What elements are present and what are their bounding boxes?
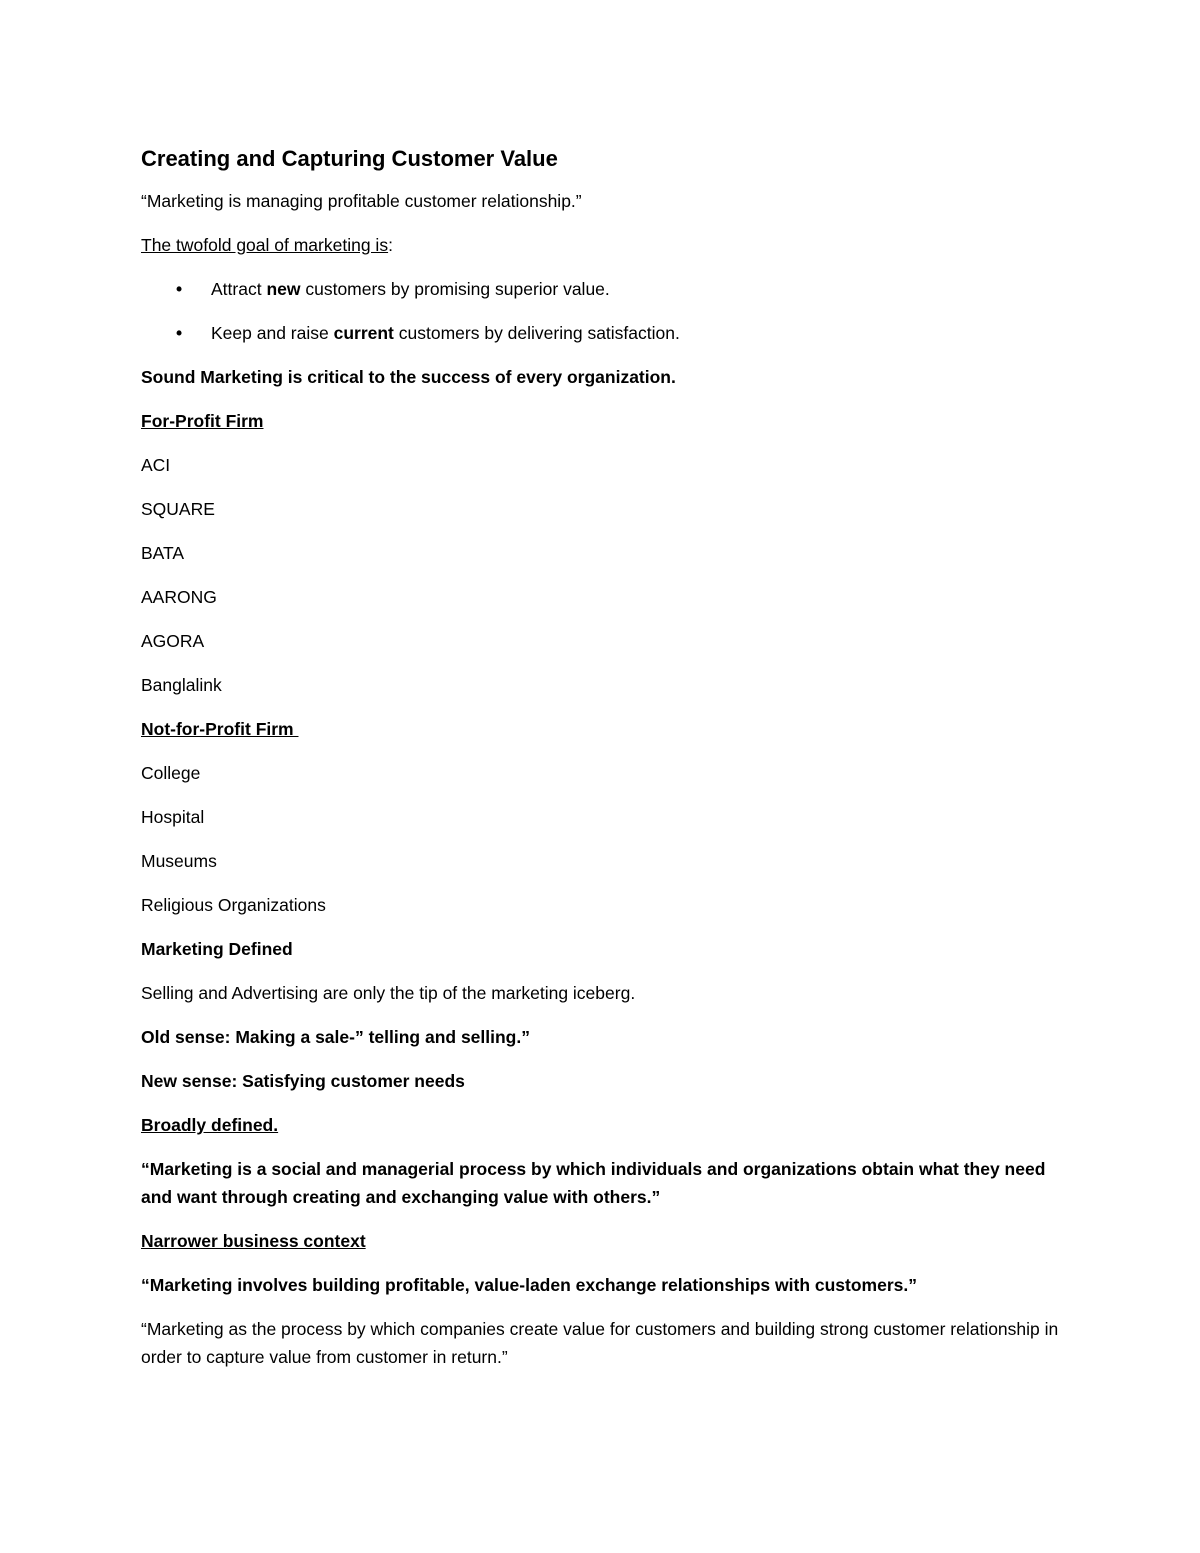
bullet-text-post: customers by delivering satisfaction. [393, 323, 680, 343]
bullet-text-pre: Attract [211, 279, 267, 299]
selling-advertising-text: Selling and Advertising are only the tip of the marketing iceberg. [141, 983, 636, 1003]
broadly-defined-heading: Broadly defined. [141, 1115, 279, 1135]
for-profit-item: SQUARE [141, 499, 215, 519]
not-for-profit-item: Religious Organizations [141, 895, 326, 915]
twofold-goal-heading [141, 231, 1071, 259]
for-profit-item: Banglalink [141, 675, 222, 695]
twofold-goal-colon: : [388, 235, 393, 255]
for-profit-item: BATA [141, 543, 185, 563]
marketing-defined-heading: Marketing Defined [141, 939, 293, 959]
bullet-text-pre: Keep and raise [211, 323, 334, 343]
not-for-profit-item: Hospital [141, 807, 205, 827]
broad-definition-text: “Marketing is a social and managerial process by which individuals and organizations obtain what they need and want through creating and exchanging value with others.” [141, 1159, 1046, 1207]
bullet-text-bold: current [333, 323, 394, 343]
list-item [141, 275, 1071, 303]
bullet-text-bold: new [266, 279, 301, 299]
list-item [141, 319, 1071, 347]
process-definition-text: “Marketing as the process by which companies create value for customers and building strong customer relationship in order to capture value from customer in return.” [141, 1319, 1059, 1367]
old-sense-text: Old sense: Making a sale-” telling and selling.” [141, 1027, 530, 1047]
for-profit-item: ACI [141, 455, 171, 475]
not-for-profit-item: Museums [141, 851, 217, 871]
twofold-goal-list [141, 275, 1071, 347]
for-profit-heading: For-Profit Firm [141, 411, 264, 431]
bullet-icon: • [176, 279, 183, 299]
bullet-icon: • [176, 323, 183, 343]
narrower-definition-text: “Marketing involves building profitable, value-laden exchange relationships with customers.” [141, 1275, 917, 1295]
new-sense-text: New sense: Satisfying customer needs [141, 1071, 465, 1091]
for-profit-item: AGORA [141, 631, 205, 651]
bullet-text-post: customers by promising superior value. [300, 279, 610, 299]
narrower-context-heading: Narrower business context [141, 1231, 366, 1251]
sound-marketing-statement: Sound Marketing is critical to the success of every organization. [141, 367, 676, 387]
not-for-profit-item: College [141, 763, 201, 783]
twofold-goal-heading-text: The twofold goal of marketing is [141, 235, 389, 255]
for-profit-item: AARONG [141, 587, 217, 607]
quote-intro: “Marketing is managing profitable customer relationship.” [141, 191, 582, 211]
document-title: Creating and Capturing Customer Value [141, 146, 558, 171]
document-body [141, 140, 1071, 1387]
not-for-profit-heading: Not-for-Profit Firm [141, 719, 299, 739]
